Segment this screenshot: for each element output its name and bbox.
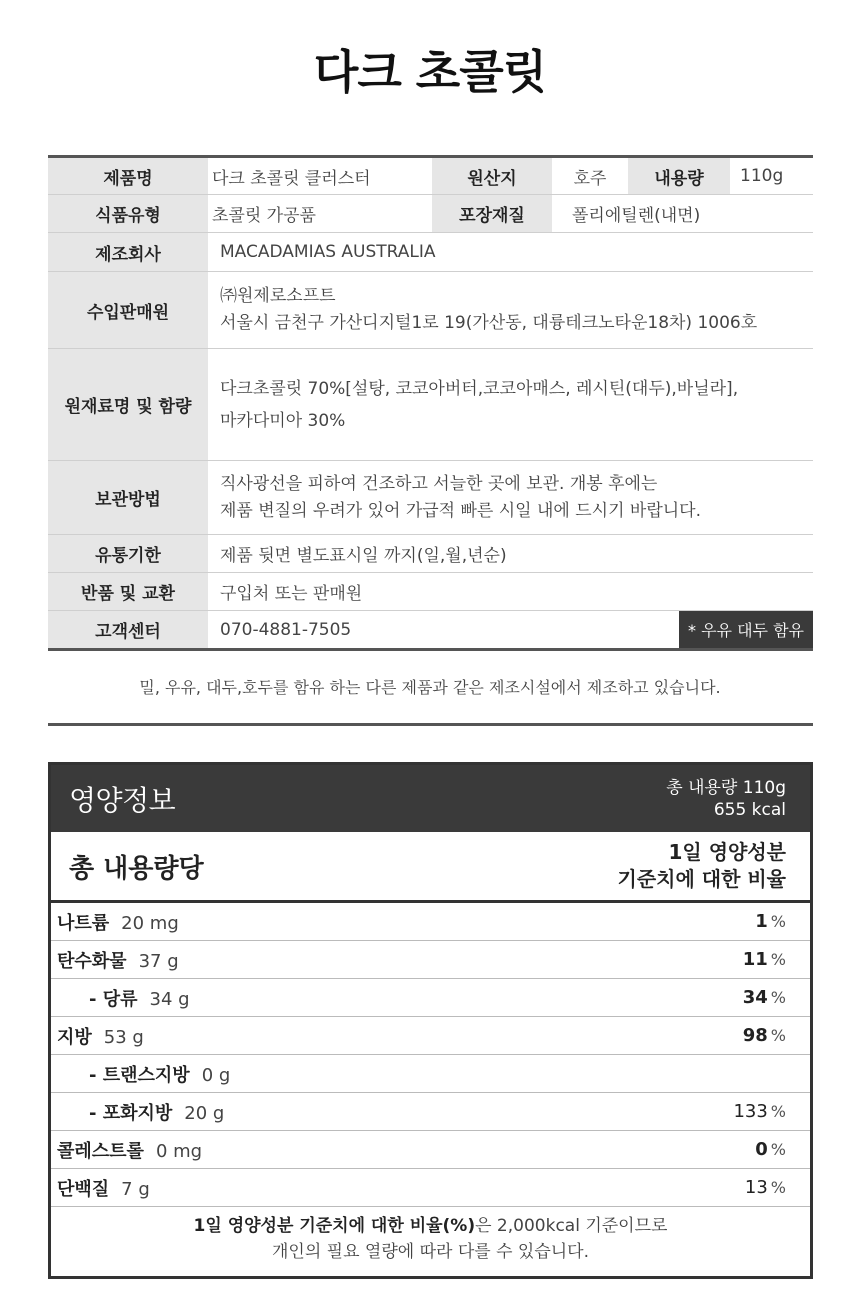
allergy-badge: * 우유 대두 함유 <box>679 611 813 648</box>
daily-value-line-2: 기준치에 대한 비율 <box>617 867 786 891</box>
info-row-product <box>48 158 813 195</box>
nutrient-amount: 20 mg <box>121 912 179 934</box>
percent-unit: % <box>770 1140 786 1159</box>
storage-line-1: 직사광선을 피하여 건조하고 서늘한 곳에 보관. 개봉 후에는 <box>220 473 658 494</box>
origin-value: 호주 <box>573 168 607 189</box>
percent-unit: % <box>770 1102 786 1121</box>
nutrient-row-sodium <box>51 903 810 941</box>
ingredients-line-2: 마카다미아 30% <box>220 410 346 431</box>
importer-address: 서울시 금천구 가산디지털1로 19(가산동, 대륭테크노타운18차) 1006호 <box>220 313 758 333</box>
nutrient-name: - 트랜스지방 <box>89 1064 190 1086</box>
footnote-bold: 1일 영양성분 기준치에 대한 비율(%) <box>193 1216 476 1236</box>
nutrient-percent: 13 <box>744 1177 768 1198</box>
food-type-label: 식품유형 <box>48 195 208 232</box>
nutrient-name: 나트륨 <box>57 912 110 934</box>
nutrient-amount: 34 g <box>149 988 190 1010</box>
nutrition-title: 영양정보 <box>69 783 176 817</box>
per-amount-label: 총 내용량당 <box>69 853 204 884</box>
nutrient-row-trans-fat <box>51 1055 810 1093</box>
info-row-ingredients <box>48 349 813 461</box>
info-row-expiry <box>48 535 813 573</box>
info-row-manufacturer <box>48 233 813 272</box>
nutrient-row-protein <box>51 1169 810 1207</box>
nutrient-name: 단백질 <box>57 1178 110 1200</box>
nutrient-amount: 0 mg <box>155 1140 203 1162</box>
nutrient-percent: 133 <box>733 1101 768 1122</box>
footnote-line-2: 개인의 필요 열량에 따라 다를 수 있습니다. <box>271 1242 589 1262</box>
info-row-return <box>48 573 813 611</box>
ingredients-line-1: 다크초콜릿 70%[설탕, 코코아버터,코코아매스, 레시틴(대두),바닐라], <box>220 378 739 399</box>
nutrient-row-carbohydrate <box>51 941 810 979</box>
nutrient-amount: 37 g <box>138 950 179 972</box>
return-label: 반품 및 교환 <box>48 573 208 610</box>
nutrient-percent: 34 <box>742 987 768 1008</box>
nutrient-row-fat <box>51 1017 810 1055</box>
manufacturer-label: 제조회사 <box>48 233 208 271</box>
nutrient-row-saturated-fat <box>51 1093 810 1131</box>
nutrient-name: 탄수화물 <box>57 950 127 972</box>
ingredients-label: 원재료명 및 함량 <box>48 349 208 460</box>
nutrition-footnote <box>51 1207 810 1265</box>
percent-unit: % <box>770 988 786 1007</box>
return-value: 구입처 또는 판매원 <box>220 584 363 604</box>
nutrient-percent: 1 <box>755 911 768 932</box>
cs-value-cell <box>208 611 813 648</box>
expiry-label: 유통기한 <box>48 535 208 572</box>
packaging-value: 폴리에틸렌(내면) <box>572 206 701 226</box>
importer-value <box>208 272 813 348</box>
info-row-storage <box>48 461 813 535</box>
product-info-table <box>48 155 813 651</box>
nutrient-row-cholesterol <box>51 1131 810 1169</box>
ingredients-value <box>208 349 813 460</box>
nutrient-name: 지방 <box>57 1026 92 1048</box>
packaging-label: 포장재질 <box>432 195 552 232</box>
percent-unit: % <box>770 912 786 931</box>
page-title: 다크 초콜릿 <box>313 45 547 99</box>
nutrient-amount: 7 g <box>121 1178 150 1200</box>
nutrient-amount: 20 g <box>184 1102 225 1124</box>
food-type-value: 초콜릿 가공품 <box>212 206 316 226</box>
storage-line-2: 제품 변질의 우려가 있어 가급적 빠른 시일 내에 드시기 바랍니다. <box>220 500 702 521</box>
nutrient-percent: 0 <box>755 1139 768 1160</box>
importer-label: 수입판매원 <box>48 272 208 348</box>
info-row-customer-service <box>48 611 813 648</box>
nutrient-amount: 53 g <box>103 1026 144 1048</box>
cs-phone: 070-4881-7505 <box>220 619 352 640</box>
info-row-importer <box>48 272 813 349</box>
origin-label: 원산지 <box>432 158 552 194</box>
nutrient-row-sugars <box>51 979 810 1017</box>
nutrition-subheader <box>51 832 810 903</box>
daily-value-heading <box>618 839 787 893</box>
nutrient-name: - 포화지방 <box>89 1102 173 1124</box>
daily-value-line-1: 1일 영양성분 <box>668 840 786 864</box>
total-kcal: 655 kcal <box>713 799 786 820</box>
info-row-foodtype <box>48 195 813 233</box>
footnote-rest: 은 2,000kcal 기준이므로 <box>475 1216 668 1236</box>
content-label: 내용량 <box>628 158 730 194</box>
section-divider <box>48 723 813 726</box>
nutrition-facts-box <box>48 762 813 1279</box>
nutrient-amount: 0 g <box>201 1064 231 1086</box>
content-value: 110g <box>740 166 784 186</box>
total-amount: 총 내용량 110g <box>666 777 786 798</box>
nutrition-total <box>666 777 786 821</box>
nutrient-name: 콜레스트롤 <box>57 1140 144 1162</box>
storage-label: 보관방법 <box>48 461 208 534</box>
percent-unit: % <box>770 1178 786 1197</box>
percent-unit: % <box>770 950 786 969</box>
nutrient-percent: 11 <box>742 949 768 970</box>
product-name-value: 다크 초콜릿 클러스터 <box>212 168 371 189</box>
storage-value <box>208 461 813 534</box>
expiry-value: 제품 뒷면 별도표시일 까지(일,월,년순) <box>220 546 507 566</box>
allergy-note: 밀, 우유, 대두,호두를 함유 하는 다른 제품과 같은 제조시설에서 제조하고 있습니다. <box>139 678 721 697</box>
product-name-label: 제품명 <box>48 158 208 194</box>
nutrition-header <box>51 765 810 832</box>
cs-label: 고객센터 <box>48 611 208 648</box>
nutrient-name: - 당류 <box>89 988 138 1010</box>
importer-name: ㈜원제로소프트 <box>220 286 336 306</box>
percent-unit: % <box>770 1026 786 1045</box>
manufacturer-value: MACADAMIAS AUSTRALIA <box>220 242 436 262</box>
nutrient-percent: 98 <box>742 1025 768 1046</box>
